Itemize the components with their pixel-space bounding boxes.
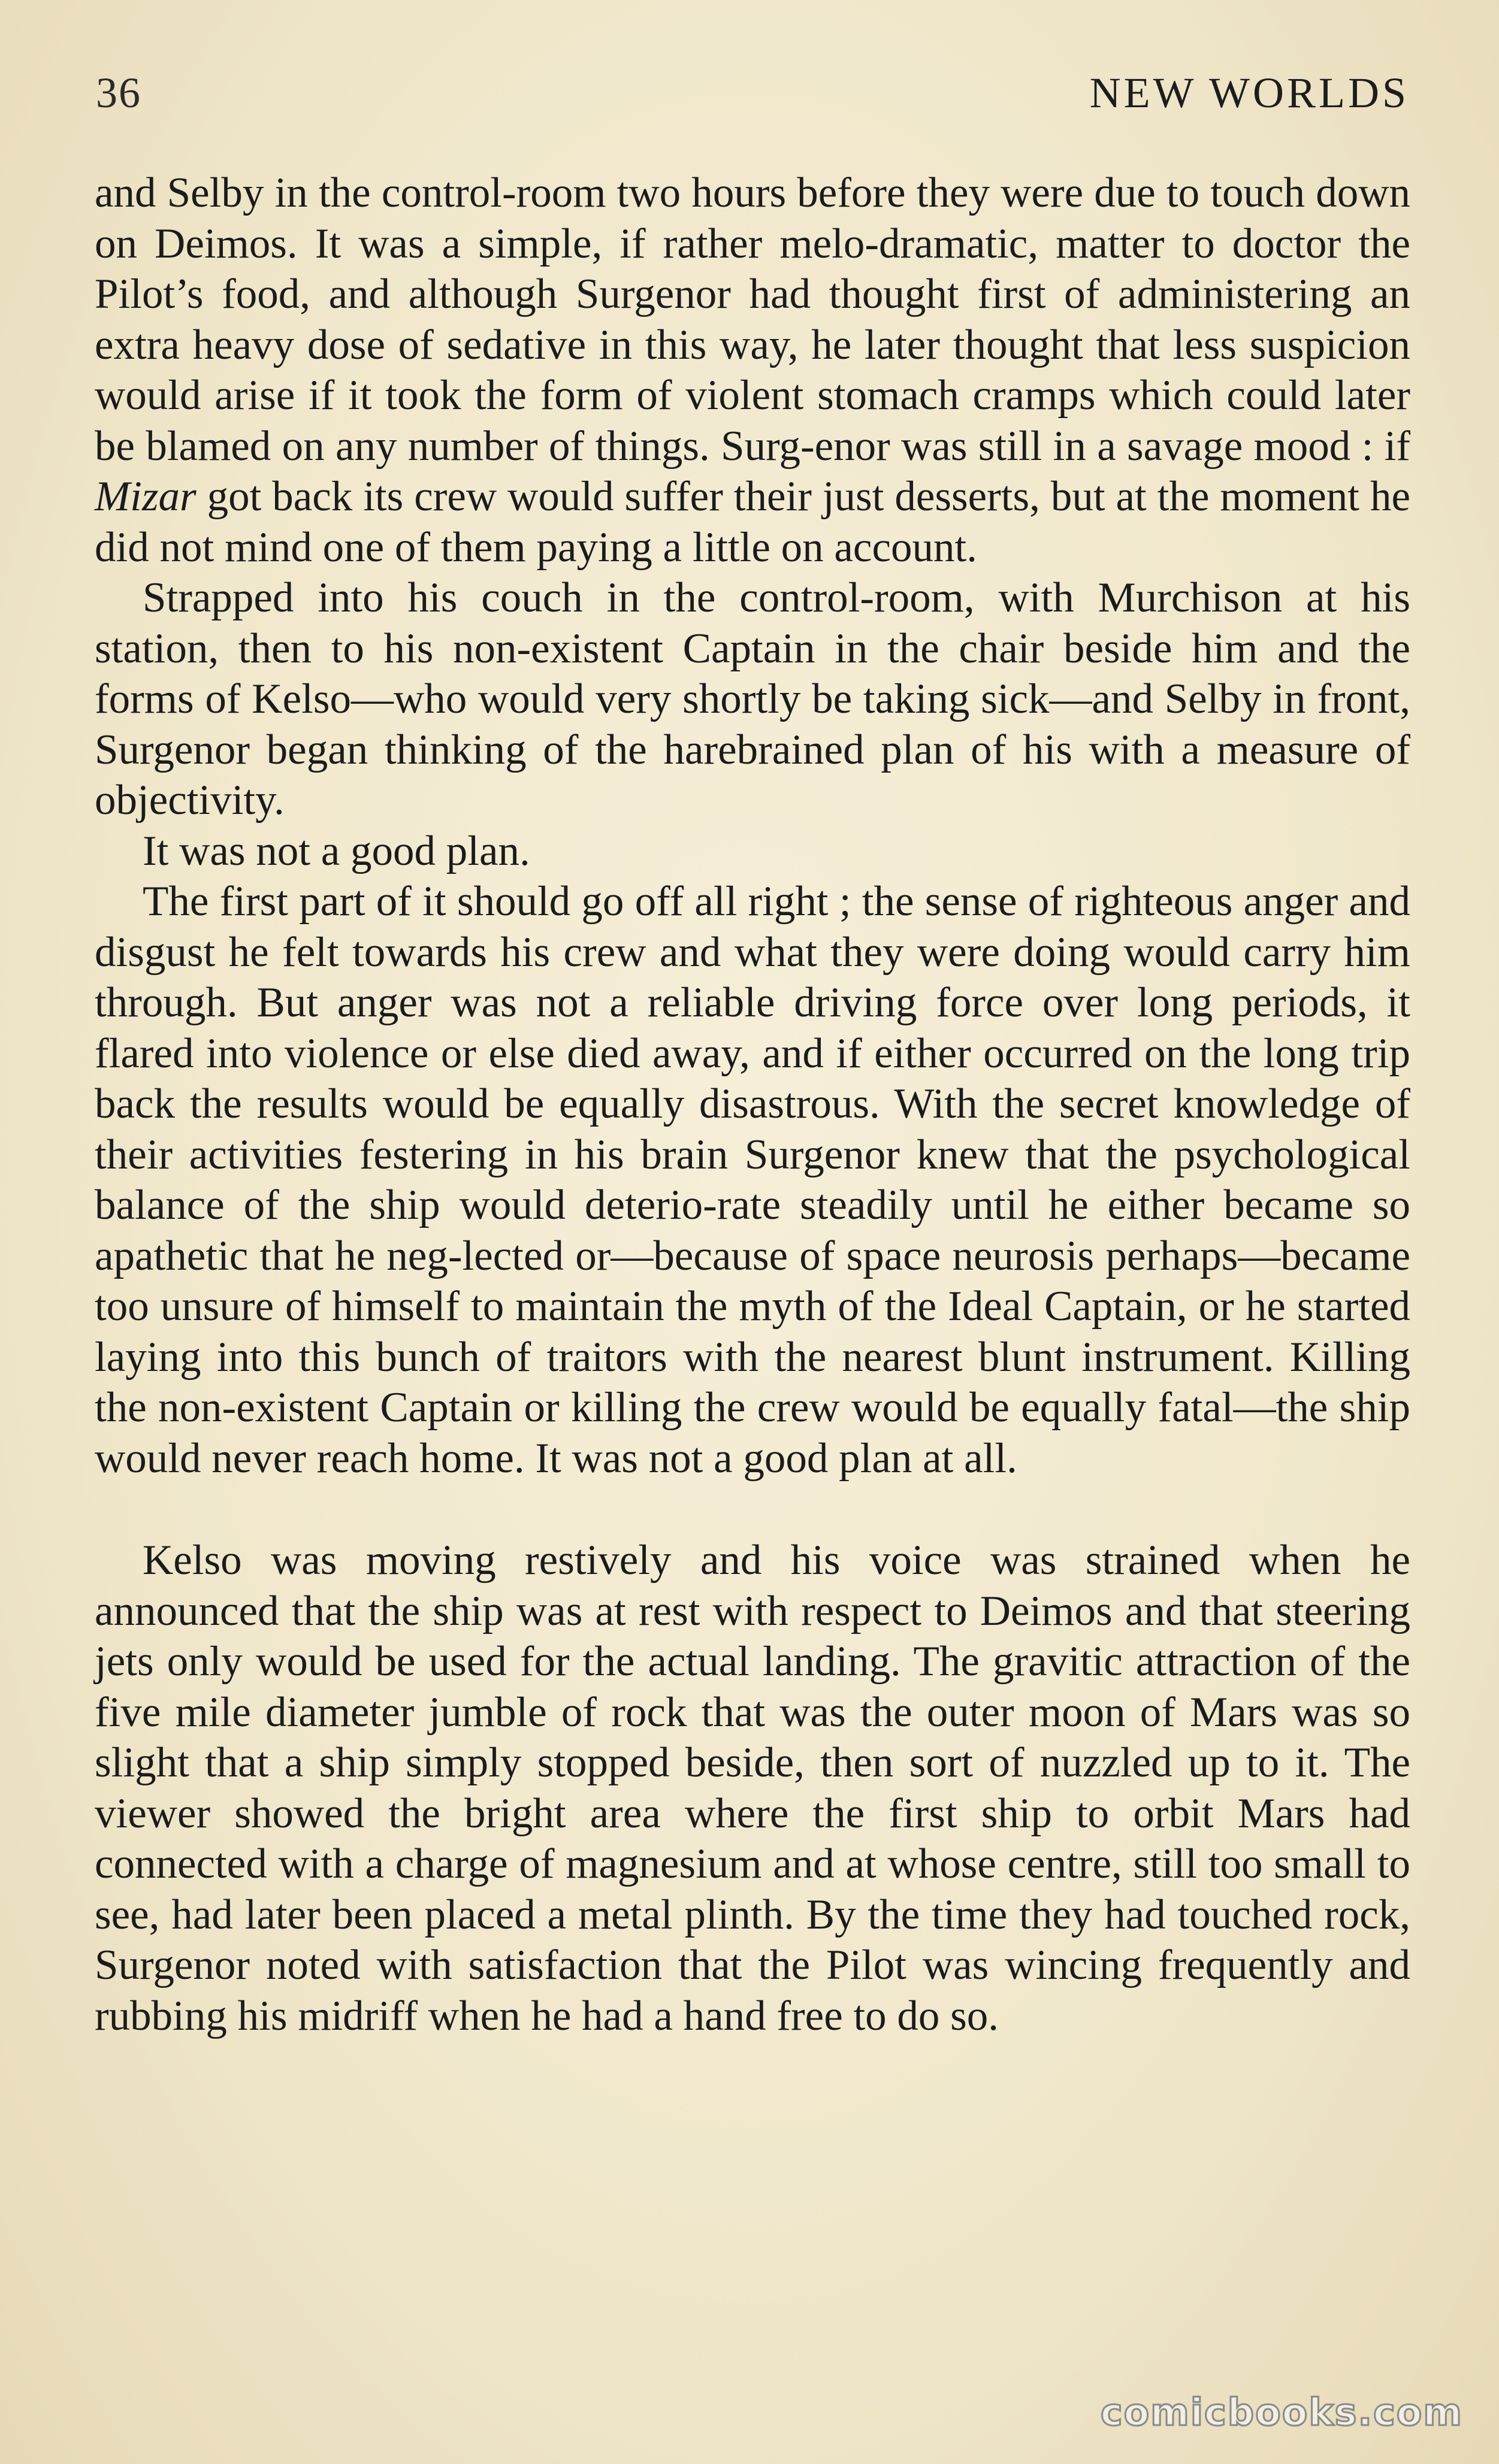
- paragraph-text: got back its crew would suffer their just desserts, but at the moment he did not mind one of them paying a little on account.: [95, 473, 1410, 571]
- paragraph: It was not a good plan.: [143, 827, 530, 874]
- paragraph: Kelso was moving restively and his voice was strained when he announced that the ship was at rest with respect to Deimos and that steering jets only would be used for the actual landing. The gravitic attraction of the five mile diameter jumble of rock that was the outer moon of Mars was so slight that a ship simply stopped beside, then sort of nuzzled up to it. The viewer showed the bright area where the first ship to orbit Mars had connected with a charge of magnesium and at whose centre, still too small to see, had later been placed a metal plinth. By the time they had touched rock, Surgenor noted with satisfaction that the Pilot was wincing frequently and rubbing his midriff when he had a hand free to do so.: [95, 1537, 1410, 2039]
- page-header: [96, 60, 1409, 126]
- paragraph-continued: [95, 168, 1410, 573]
- page-number: 36: [96, 68, 141, 117]
- watermark-logo: comicbooks.com: [1100, 2390, 1463, 2434]
- paragraph: The first part of it should go off all right ; the sense of righteous anger and disgust he felt towards his crew and what they were doing would carry him through. But anger was not a reliable driving force over long periods, it flared into violence or else died away, and if either occurred on the long trip back the results would be equally disastrous. With the secret knowledge of their activities festering in his brain Surgenor knew that the psychological balance of the ship would deterio-rate steadily until he either became so apathetic that he neg-lected or—because of space neurosis perhaps—became too unsure of himself to maintain the myth of the Ideal Captain, or he started laying into this bunch of traitors with the nearest blunt instrument. Killing the non-existent Captain or killing the crew would be equally fatal—the ship would never reach home. It was not a good plan at all.: [95, 878, 1410, 1482]
- running-title: NEW WORLDS: [1089, 68, 1409, 117]
- section-break: [95, 1484, 1410, 1535]
- paragraph-text: and Selby in the control-room two hours before they were due to touch down on Deimos. It was a simple, if rather melo-dramatic, matter to doctor the Pilot’s food, and although Surgenor had thought first of administering an extra heavy dose of sedative in this way, he later thought that less suspicion would arise if it took the form of violent stomach cramps which could later be blamed on any number of things. Surg-enor was still in a savage mood : if: [95, 169, 1410, 470]
- ship-name-italic: Mizar: [95, 473, 197, 520]
- paragraph: Strapped into his couch in the control-room, with Murchison at his station, then to his non-existent Captain in the chair beside him and the forms of Kelso—who would very shortly be taking sick—and Selby in front, Surgenor began thinking of the harebrained plan of his with a measure of objectivity.: [95, 574, 1410, 824]
- body-text: [95, 168, 1410, 2041]
